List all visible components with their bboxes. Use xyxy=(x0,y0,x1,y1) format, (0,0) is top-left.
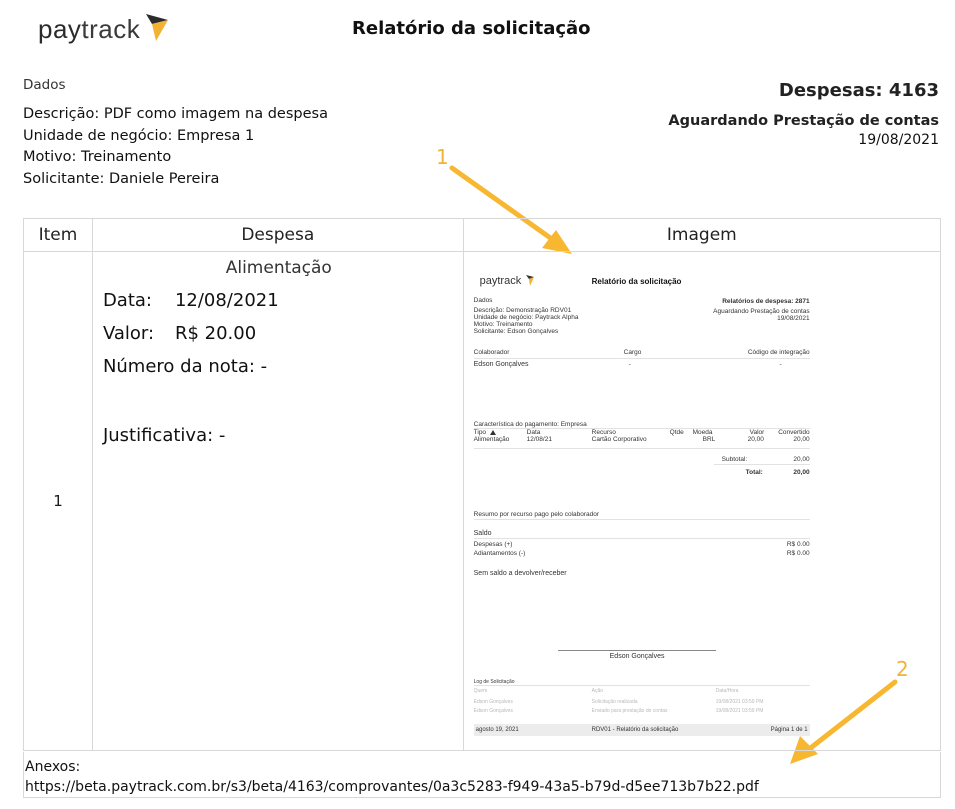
expense-value: R$ 20.00 xyxy=(174,323,257,344)
mini-date: 19/08/2021 xyxy=(777,315,810,322)
mini-caracteristica: Característica do pagamento: Empresa xyxy=(473,421,587,428)
mini-h-recurso: Recurso xyxy=(591,429,616,436)
mini-cargo: - xyxy=(628,361,631,368)
mini-descricao: Descrição: Demonstração RDV01 xyxy=(473,307,572,314)
mini-status: Aguardando Prestação de contas xyxy=(713,308,810,315)
mini-r-moeda: BRL xyxy=(702,436,716,443)
mini-sem-saldo: Sem saldo a devolver/receber xyxy=(473,570,567,577)
annotation-number-1: 1 xyxy=(436,145,449,169)
mini-col-codigo: Código de integração xyxy=(747,349,810,356)
mini-logo-arrow-icon xyxy=(526,274,534,286)
mini-footer-date: agosto 19, 2021 xyxy=(475,727,519,733)
logo-text-pay: pay xyxy=(38,13,82,44)
mini-log-title: Log de Solicitação xyxy=(473,679,515,685)
header-imagem: Imagem xyxy=(463,219,940,252)
mini-unidade: Unidade de negócio: Paytrack Alpha xyxy=(473,314,579,321)
mini-log-acao: Ação xyxy=(591,688,604,694)
mini-subtotal-label: Subtotal: xyxy=(721,456,748,463)
logo-text-track: track xyxy=(81,13,141,44)
page-title: Relatório da solicitação xyxy=(352,18,591,39)
mini-adiant-value: R$ 0.00 xyxy=(786,550,810,557)
mini-h-data: Data xyxy=(526,429,541,436)
report-date: 19/08/2021 xyxy=(858,132,939,148)
logo-wordmark xyxy=(38,14,140,45)
mini-r-valor: 20,00 xyxy=(747,436,764,443)
mini-col-colaborador: Colaborador xyxy=(473,349,510,356)
expense-date-value: 12/08/2021 xyxy=(174,290,279,311)
mini-log2-quem: Edson Gonçalves xyxy=(473,708,513,714)
mini-log1-data: 19/08/2021 03:59 PM xyxy=(715,699,764,705)
expense-category: Alimentação xyxy=(225,258,332,278)
mini-log-data: Data/Hora xyxy=(715,688,739,694)
paytrack-logo xyxy=(38,12,170,46)
mini-title: Relatório da solicitação xyxy=(591,277,682,286)
expense-justificativa: Justificativa: - xyxy=(102,425,226,446)
expense-value-row xyxy=(103,323,455,344)
mini-col-cargo: Cargo xyxy=(623,349,642,356)
mini-total-label: Total: xyxy=(745,469,763,476)
descricao-text: Descrição: PDF como imagem na despesa xyxy=(23,106,328,122)
mini-despesas-value: R$ 0.00 xyxy=(786,541,810,548)
mini-h-moeda: Moeda xyxy=(692,429,713,436)
motivo-text: Motivo: Treinamento xyxy=(23,149,172,165)
header-despesa: Despesa xyxy=(92,219,463,252)
mini-h-tipo: Tipo xyxy=(473,429,487,436)
imagem-cell xyxy=(463,252,940,751)
expense-value-label: Valor: xyxy=(102,323,155,344)
despesa-cell xyxy=(92,252,463,751)
expense-table xyxy=(23,218,941,751)
annotation-number-2: 2 xyxy=(896,657,909,681)
mini-colaborador: Edson Gonçalves xyxy=(473,361,529,368)
table-header-row xyxy=(24,219,941,252)
expense-date-row xyxy=(103,290,455,311)
mini-r-data: 12/08/21 xyxy=(526,436,552,443)
summary-block xyxy=(668,80,939,148)
mini-log2-data: 19/08/2021 03:59 PM xyxy=(715,708,764,714)
mini-log2-acao: Enviado para prestação de contas xyxy=(591,708,668,714)
solicitante-text: Solicitante: Daniele Pereira xyxy=(23,170,220,187)
item-number: 1 xyxy=(24,252,93,751)
mini-subtotal: 20,00 xyxy=(793,456,810,463)
anexos-url-link[interactable]: https://beta.paytrack.com.br/s3/beta/4163/comprovantes/0a3c5283-f949-43a5-b79d-d5ee713b7b22.pdf xyxy=(25,779,759,795)
mini-solicitante: Solicitante: Edson Gonçalves xyxy=(473,328,559,335)
mini-total: 20,00 xyxy=(793,469,810,476)
mini-adiant-label: Adiantamentos (-) xyxy=(473,550,526,557)
dados-label: Dados xyxy=(23,77,66,93)
anexos-label: Anexos: xyxy=(25,759,81,775)
mini-h-convertido: Convertido xyxy=(778,429,810,436)
anexos-section xyxy=(23,752,941,798)
mini-log1-acao: Solicitação realizada xyxy=(591,699,638,705)
table-row xyxy=(24,252,941,751)
dados-info-block xyxy=(23,104,328,190)
mini-footer-page: Página 1 de 1 xyxy=(770,727,808,733)
unidade-text: Unidade de negócio: Empresa 1 xyxy=(23,127,255,144)
mini-h-valor: Valor xyxy=(749,429,765,436)
mini-r-tipo: Alimentação xyxy=(473,436,510,443)
mini-resumo: Resumo por recurso pago pelo colaborador xyxy=(473,511,600,518)
mini-log1-quem: Edson Gonçalves xyxy=(473,699,513,705)
mini-saldo: Saldo xyxy=(473,530,492,537)
mini-relatorios: Relatórios de despesa: 2871 xyxy=(722,298,810,305)
header-item: Item xyxy=(24,219,93,252)
mini-r-convertido: 20,00 xyxy=(793,436,810,443)
mini-sort-up-icon xyxy=(490,430,496,435)
mini-r-recurso: Cartão Corporativo xyxy=(591,436,647,443)
expense-date-label: Data: xyxy=(102,290,152,311)
status-text: Aguardando Prestação de contas xyxy=(668,113,939,129)
mini-signature: Edson Gonçalves xyxy=(609,653,665,660)
mini-log-quem: Quem xyxy=(473,688,488,694)
mini-logo: paytrack xyxy=(479,275,522,287)
mini-dados: Dados xyxy=(473,297,493,304)
mini-h-qtde: Qtde xyxy=(669,429,684,436)
despesas-count: Despesas: 4163 xyxy=(778,80,939,101)
mini-motivo: Motivo: Treinamento xyxy=(473,321,533,328)
mini-despesas-label: Despesas (+) xyxy=(473,541,513,548)
mini-codigo: - xyxy=(779,361,782,368)
mini-footer-title: RDV01 - Relatório da solicitação xyxy=(591,727,679,733)
expense-nota: Número da nota: - xyxy=(102,356,268,377)
logo-arrow-icon xyxy=(144,10,170,42)
